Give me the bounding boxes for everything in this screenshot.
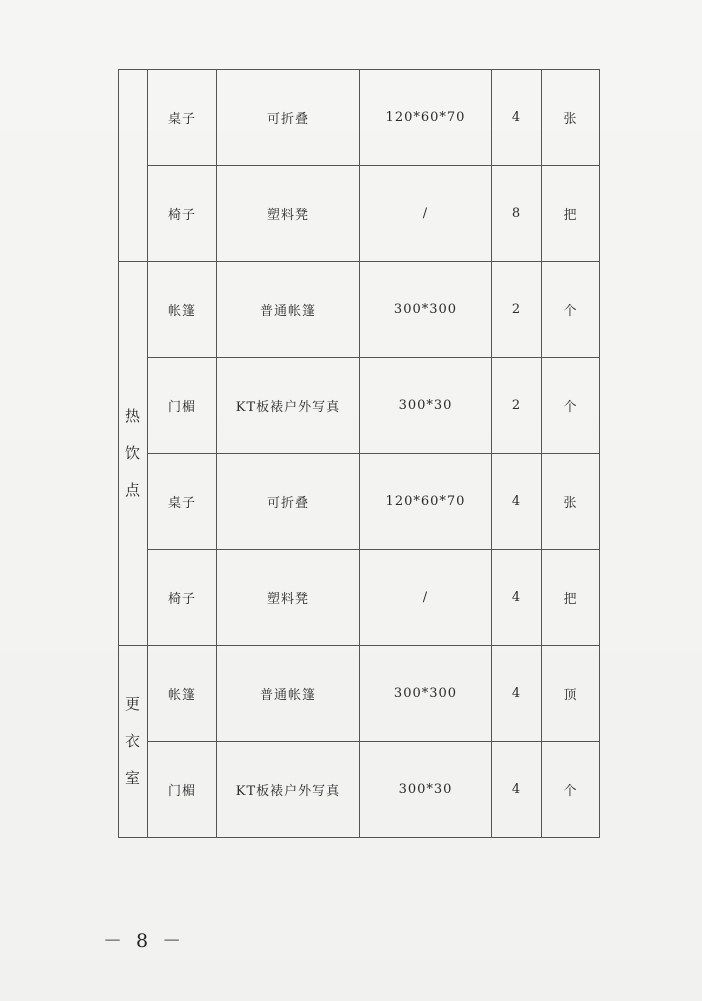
spec-cell: 可折叠	[217, 70, 360, 166]
unit-cell: 个	[542, 358, 600, 454]
qty-cell: 2	[492, 358, 542, 454]
unit-cell: 个	[542, 262, 600, 358]
size-cell: 300*30	[360, 742, 492, 838]
spec-cell: 普通帐篷	[217, 646, 360, 742]
group-cell-hot-drink-station: 热饮点	[119, 262, 148, 646]
qty-cell: 4	[492, 742, 542, 838]
qty-cell: 2	[492, 262, 542, 358]
group-cell-changing-room: 更衣室	[119, 646, 148, 838]
qty-cell: 8	[492, 166, 542, 262]
item-cell: 门楣	[148, 358, 217, 454]
size-cell: /	[360, 166, 492, 262]
page-number: － 8 －	[103, 930, 186, 952]
spec-cell: 塑料凳	[217, 166, 360, 262]
qty-cell: 4	[492, 70, 542, 166]
qty-cell: 4	[492, 550, 542, 646]
item-cell: 椅子	[148, 166, 217, 262]
spec-cell: KT板裱户外写真	[217, 742, 360, 838]
materials-table-container	[118, 69, 599, 838]
unit-cell: 个	[542, 742, 600, 838]
item-cell: 椅子	[148, 550, 217, 646]
materials-table	[118, 69, 600, 838]
group-cell-continued	[119, 70, 148, 262]
size-cell: /	[360, 550, 492, 646]
unit-cell: 张	[542, 70, 600, 166]
spec-cell: 普通帐篷	[217, 262, 360, 358]
table-row	[119, 70, 600, 166]
qty-cell: 4	[492, 646, 542, 742]
item-cell: 门楣	[148, 742, 217, 838]
table-row	[119, 166, 600, 262]
spec-cell: KT板裱户外写真	[217, 358, 360, 454]
spec-cell: 可折叠	[217, 454, 360, 550]
unit-cell: 把	[542, 550, 600, 646]
table-row	[119, 550, 600, 646]
item-cell: 桌子	[148, 454, 217, 550]
table-row	[119, 262, 600, 358]
table-row	[119, 358, 600, 454]
item-cell: 桌子	[148, 70, 217, 166]
unit-cell: 把	[542, 166, 600, 262]
item-cell: 帐篷	[148, 262, 217, 358]
size-cell: 120*60*70	[360, 70, 492, 166]
table-row	[119, 454, 600, 550]
table-row	[119, 646, 600, 742]
size-cell: 300*30	[360, 358, 492, 454]
spec-cell: 塑料凳	[217, 550, 360, 646]
size-cell: 300*300	[360, 646, 492, 742]
qty-cell: 4	[492, 454, 542, 550]
size-cell: 120*60*70	[360, 454, 492, 550]
size-cell: 300*300	[360, 262, 492, 358]
table-row	[119, 742, 600, 838]
item-cell: 帐篷	[148, 646, 217, 742]
unit-cell: 张	[542, 454, 600, 550]
unit-cell: 顶	[542, 646, 600, 742]
